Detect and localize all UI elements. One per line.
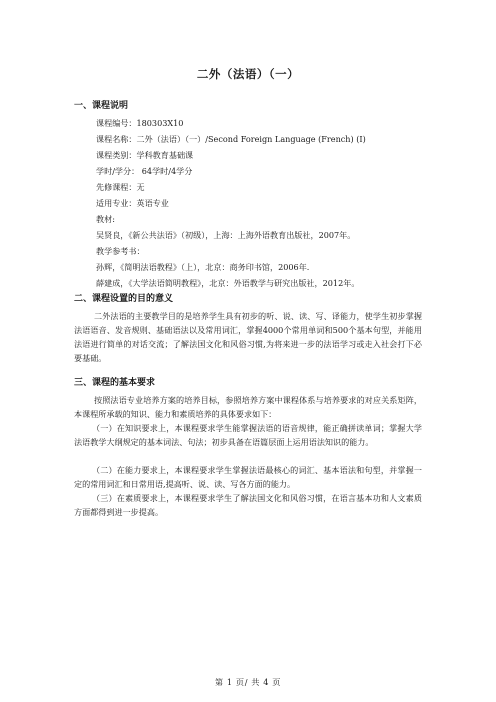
reference-entry-1: 孙辉，《简明法语教程》（上），北京：商务印书馆，2006年.	[96, 262, 310, 272]
section-heading-requirements: 三、课程的基本要求	[74, 378, 156, 388]
reference-entry-2: 薛建成，《大学法语简明教程》，北京：外语教学与研究出版社，2012年。	[96, 278, 360, 288]
course-category-line: 课程类别：学科教育基础课	[96, 150, 194, 160]
major-line: 适用专业：英语专业	[96, 198, 169, 208]
section-heading-course-info: 一、课程说明	[74, 101, 129, 111]
textbook-label: 教材:	[96, 214, 115, 224]
textbook-entry: 吴贤良，《新公共法语》（初级），上海：上海外语教育出版社，2007年。	[96, 230, 356, 240]
purpose-paragraph: 二外法语的主要教学目的是培养学生具有初步的听、说、读、写、译能力，使学生初步掌握法语语音、发音规则、基础语法以及常用词汇，掌握4000个常用单词和500个基本句型，并能用法语进行简单的对话交流；了解法国文化和风俗习惯,为将来进一步的法语学习或走入社会打下必要基础。	[74, 311, 422, 363]
reference-label: 教学参考书：	[96, 246, 145, 256]
page-number-footer: 第 1 页/ 共 4 页	[214, 677, 282, 687]
section-heading-purpose: 二、课程设置的目的意义	[74, 294, 174, 304]
ability-requirement-paragraph: （二）在能力要求上，本课程要求学生掌握法语最核心的词汇、基本语法和句型，并掌握一定的常用词汇和日常用语,提高听、说、读、写各方面的能力。	[74, 465, 422, 489]
course-code-line: 课程编号：180303X10	[96, 118, 184, 128]
course-name-line: 课程名称：二外（法语）（一）/Second Foreign Language (French) (I)	[96, 134, 366, 144]
knowledge-requirement-paragraph: （一）在知识要求上，本课程要求学生能掌握法语的语音规律，能正确拼读单词；掌握大学法语教学大纲规定的基本词法、句法；初步具备在语篇层面上运用语法知识的能力。	[74, 423, 422, 447]
document-title: 二外（法语）（一）	[196, 67, 300, 81]
credit-hours-line: 学时/学分： 64学时/4学分	[96, 166, 193, 176]
quality-requirement-paragraph: （三）在素质要求上，本课程要求学生了解法国文化和风俗习惯，在语言基本功和人文素质方面都得到进一步提高。	[74, 493, 422, 517]
requirements-intro-paragraph: 按照法语专业培养方案的培养目标，参照培养方案中课程体系与培养要求的对应关系矩阵，本课程所承载的知识、能力和素质培养的具体要求如下：	[74, 395, 422, 419]
prerequisite-line: 先修课程：无	[96, 182, 145, 192]
